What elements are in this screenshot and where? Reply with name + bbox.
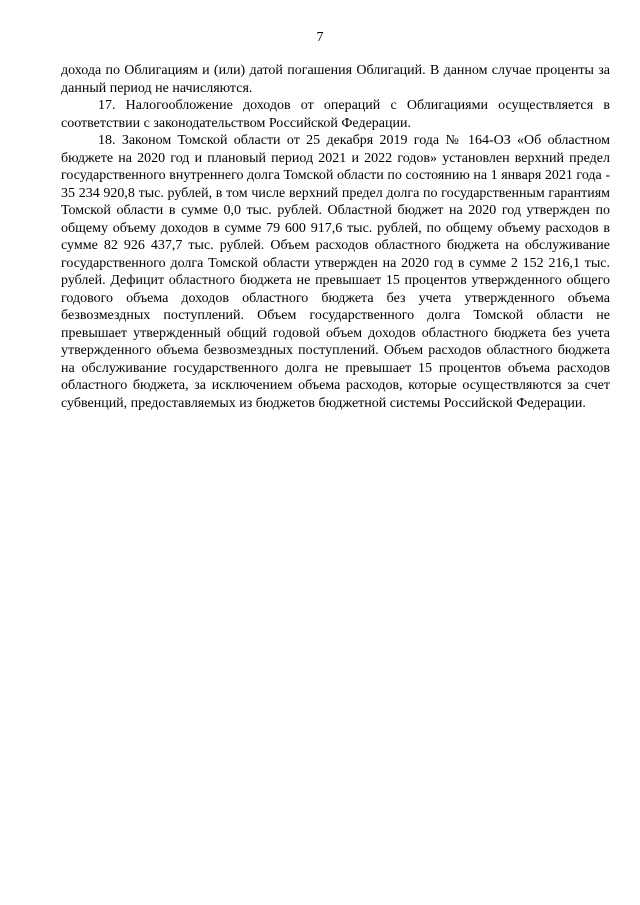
- paragraph-17: 17. Налогообложение доходов от операций с Облигациями осуществляется в соответствии с законодательством Российской Федерации.: [61, 98, 610, 131]
- paragraph-18: 18. Законом Томской области от 25 декабря 2019 года № 164-ОЗ «Об областном бюджете на 2020 год и плановый период 2021 и 2022 годов» установлен верхний предел государственного внутреннего долга Томской области по состоянию на 1 января 2021 года - 35 234 920,8 тыс. рублей, в том числе верхний предел долга по государственным гарантиям Томской области в сумме 0,0 тыс. рублей. Областной бюджет на 2020 год утвержден по общему объему доходов в сумме 79 600 917,6 тыс. рублей, по общему объему расходов в сумме 82 926 437,7 тыс. рублей. Объем расходов областного бюджета на обслуживание государственного долга Томской области утвержден на 2020 год в сумме 2 152 216,1 тыс. рублей. Дефицит областного бюджета не превышает 15 процентов утвержденного общего годового объема доходов областного бюджета без учета утвержденного объема безвозмездных поступлений. Объем государственного долга Томской области не превышает утвержденный общий годовой объем доходов областного бюджета без учета утвержденного объема безвозмездных поступлений. Объем расходов областного бюджета на обслуживание государственного долга не превышает 15 процентов объема расходов областного бюджета, за исключением объема расходов, которые осуществляются за счет субвенций, предоставляемых из бюджетов бюджетной системы Российской Федерации.: [61, 133, 610, 411]
- document-body: [61, 62, 610, 412]
- page-number: 7: [316, 30, 324, 45]
- paragraph-continuation: дохода по Облигациям и (или) датой погашения Облигаций. В данном случае проценты за данный период не начисляются.: [61, 63, 610, 96]
